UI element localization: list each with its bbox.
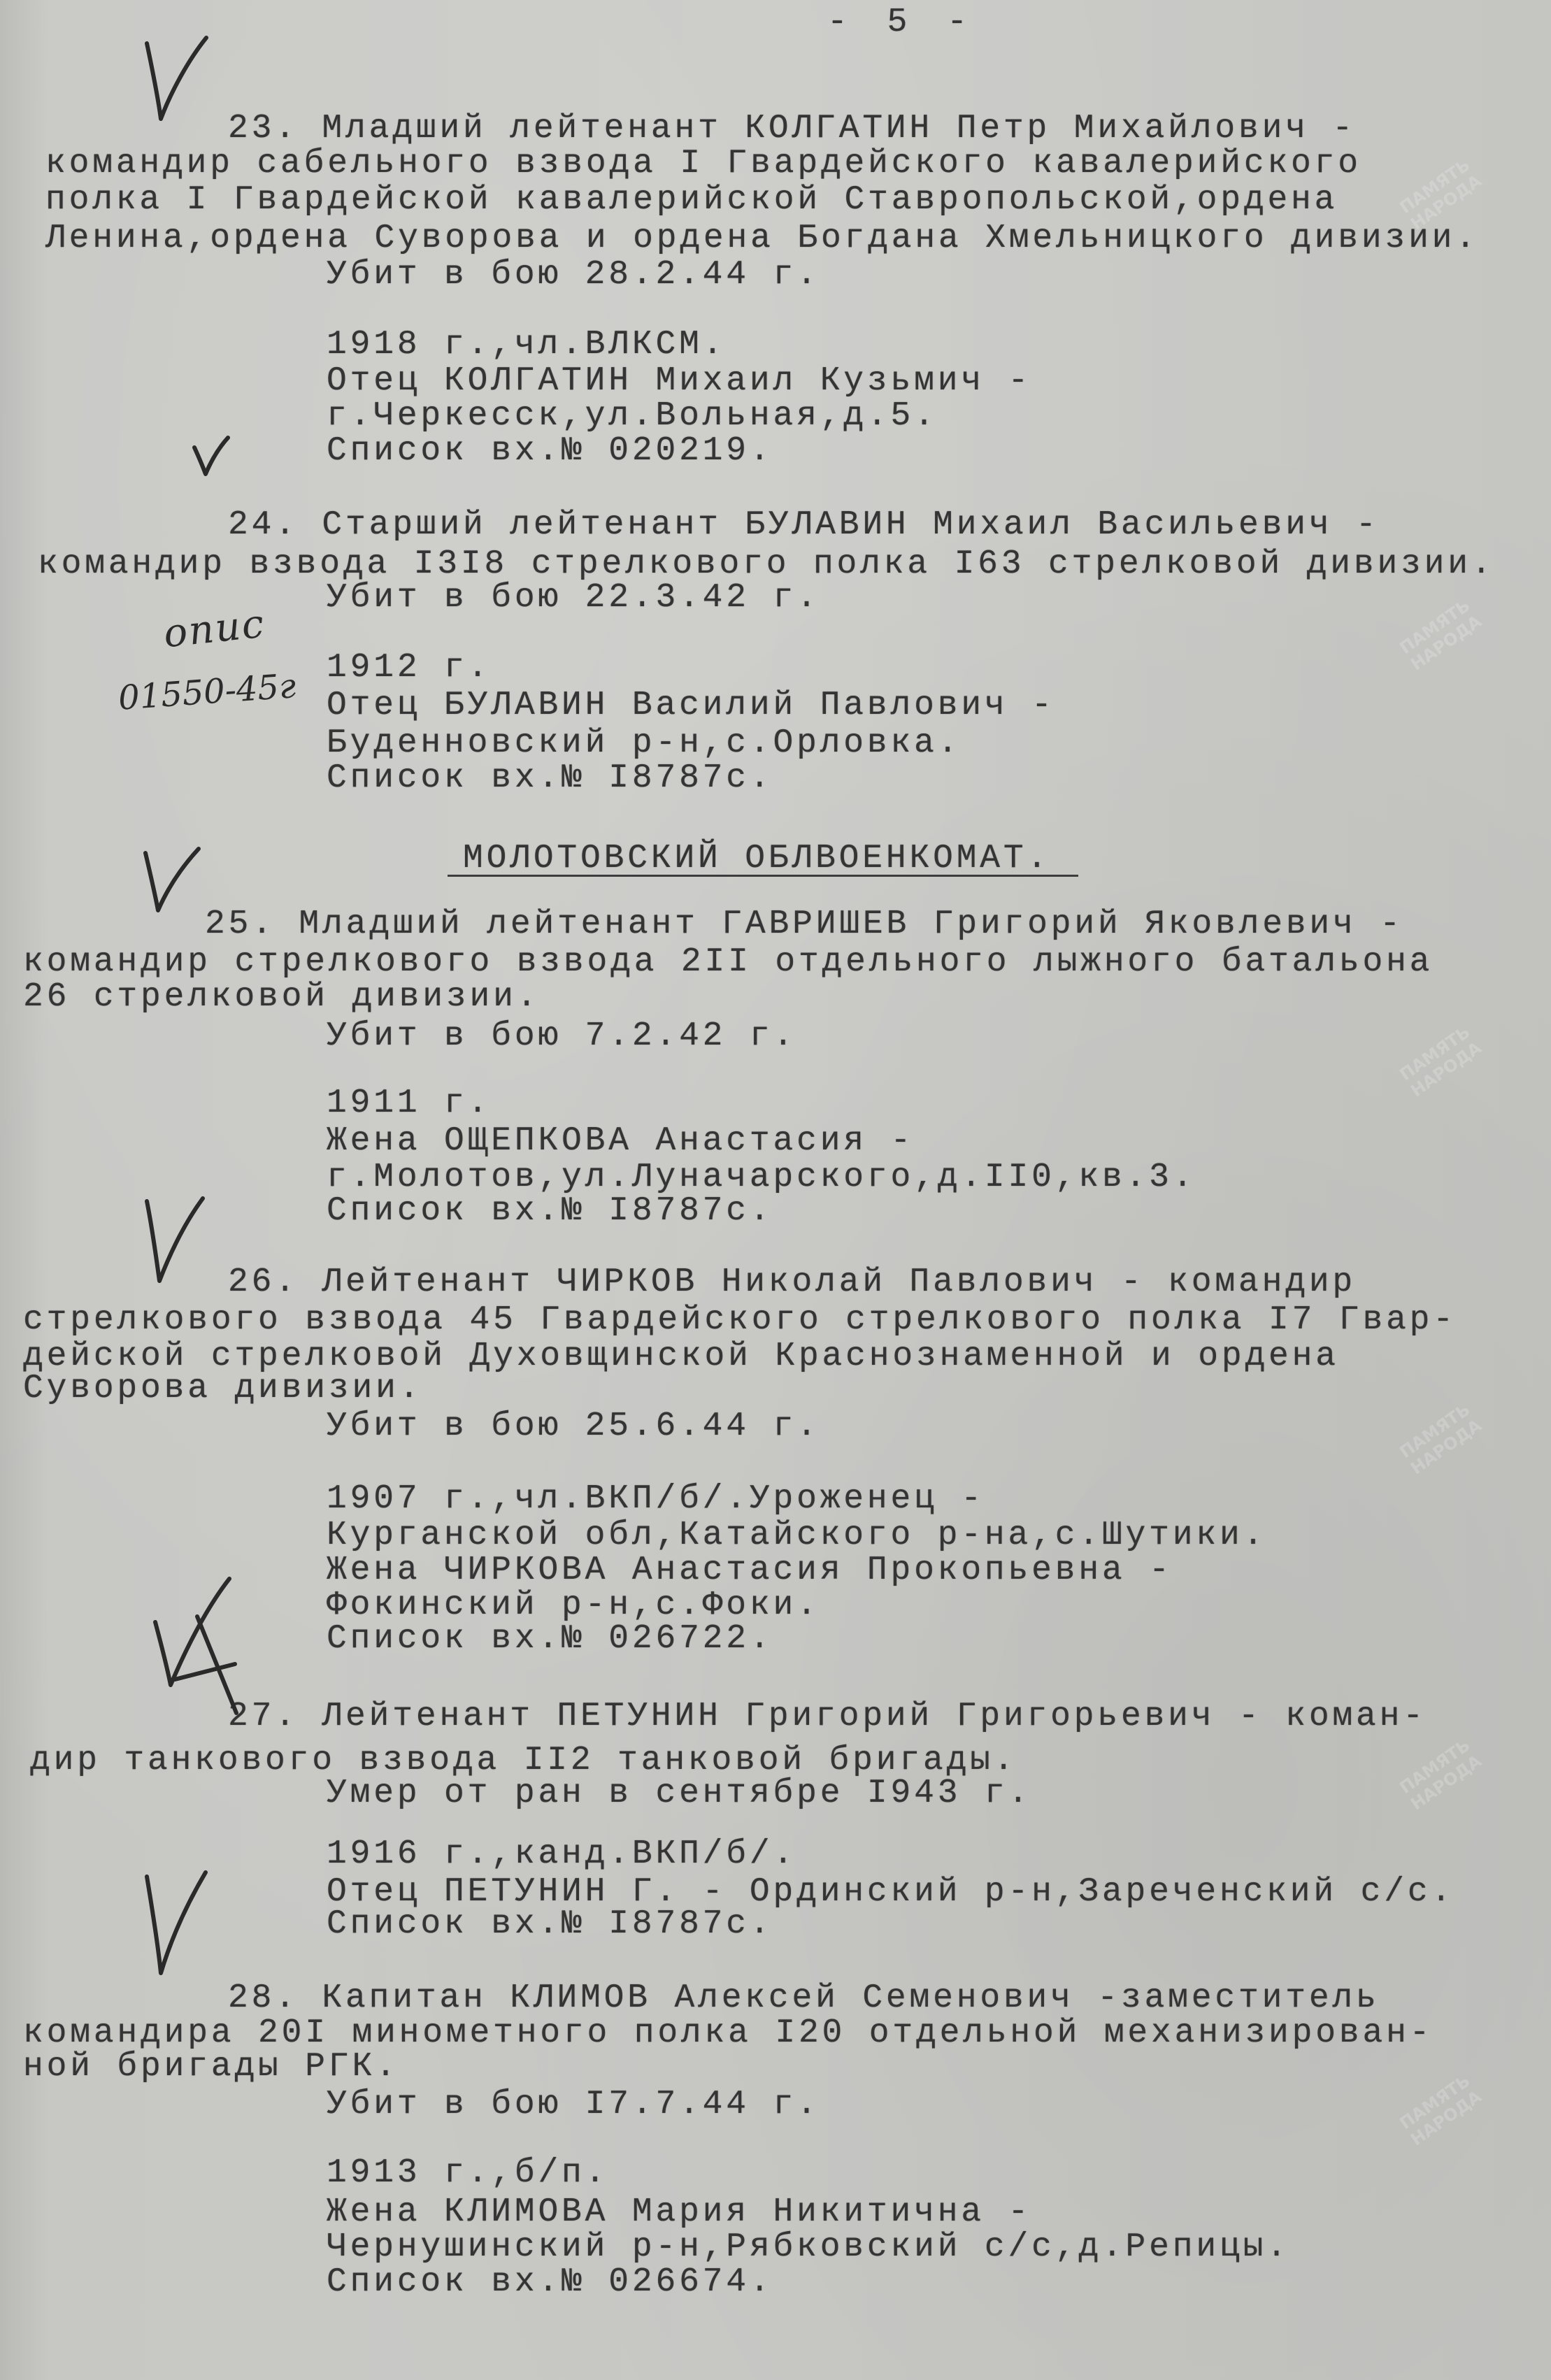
- entry-detail-line: Список вх.№ I8787с.: [327, 1905, 773, 1943]
- entry-title-line: дейской стрелковой Духовщинской Краснознаменной и ордена: [23, 1338, 1339, 1375]
- entry-detail-line: 1911 г.: [327, 1084, 492, 1122]
- handwritten-note-word: опис: [161, 601, 268, 657]
- entry-title-line: командира 20I минометного полка I20 отдельной механизирован-: [23, 2014, 1434, 2052]
- watermark: ПАМЯТЬ НАРОДА: [1396, 2070, 1485, 2150]
- entry-title-line: Суворова дивизии.: [23, 1370, 423, 1407]
- entry-detail-line: Отец КОЛГАТИН Михаил Кузьмич -: [327, 362, 1032, 400]
- entry-title-line: 23. Младший лейтенант КОЛГАТИН Петр Михайлович -: [228, 110, 1357, 148]
- handwritten-note-number: 01550-45г: [117, 666, 297, 718]
- checkmark-icon: [140, 1868, 210, 1980]
- entry-fate: Умер от ран в сентябре I943 г.: [327, 1775, 1032, 1812]
- watermark: ПАМЯТЬ НАРОДА: [1396, 155, 1485, 234]
- entry-detail-line: Список вх.№ I8787с.: [327, 759, 773, 797]
- checkmark-icon: [140, 1194, 207, 1286]
- entry-title-line: ной бригады РГК.: [23, 2048, 399, 2086]
- va-mark-icon: [147, 1573, 245, 1727]
- entry-detail-line: Буденновский р-н,с.Орловка.: [327, 724, 962, 762]
- entry-detail-line: 1918 г.,чл.ВЛКСМ.: [327, 326, 727, 364]
- entry-fate: Убит в бою 7.2.42 г.: [327, 1017, 797, 1055]
- entry-detail-line: Отец ПЕТУНИН Г. - Ординский р-н,Зареченский с/с.: [327, 1873, 1455, 1911]
- entry-title-line: 24. Старший лейтенант БУЛАВИН Михаил Васильевич -: [228, 506, 1380, 544]
- watermark: ПАМЯТЬ НАРОДА: [1396, 595, 1485, 675]
- entry-fate: Убит в бою I7.7.44 г.: [327, 2086, 820, 2123]
- watermark: ПАМЯТЬ НАРОДА: [1396, 1399, 1485, 1479]
- entry-title-line: Ленина,ордена Суворова и ордена Богдана Хмельницкого дивизии.: [45, 220, 1479, 257]
- entry-title-line: 26 стрелковой дивизии.: [23, 978, 541, 1016]
- entry-title-line: стрелкового взвода 45 Гвардейского стрелкового полка I7 Гвар-: [23, 1301, 1457, 1339]
- entry-detail-line: г.Молотов,ул.Луначарского,д.II0,кв.3.: [327, 1159, 1196, 1196]
- entry-detail-line: Список вх.№ 020219.: [327, 432, 773, 470]
- section-heading: МОЛОТОВСКИЙ ОБЛВОЕНКОМАТ.: [448, 840, 1078, 877]
- entry-title-line: 27. Лейтенант ПЕТУНИН Григорий Григорьевич - коман-: [228, 1698, 1427, 1735]
- entry-title-line: 26. Лейтенант ЧИРКОВ Николай Павлович - командир: [228, 1263, 1357, 1301]
- entry-detail-line: Отец БУЛАВИН Василий Павлович -: [327, 687, 1055, 724]
- checkmark-icon: [140, 35, 210, 126]
- entry-title-line: командир взвода I3I8 стрелкового полка I63 стрелковой дивизии.: [38, 545, 1495, 583]
- checkmark-icon: [140, 846, 204, 916]
- entry-detail-line: 1913 г.,б/п.: [327, 2154, 609, 2192]
- entry-detail-line: Жена ЧИРКОВА Анастасия Прокопьевна -: [327, 1551, 1173, 1589]
- entry-detail-line: Список вх.№ I8787с.: [327, 1192, 773, 1230]
- entry-detail-line: Жена КЛИМОВА Мария Никитична -: [327, 2193, 1032, 2231]
- entry-detail-line: г.Черкесск,ул.Вольная,д.5.: [327, 397, 938, 435]
- entry-title-line: 28. Капитан КЛИМОВ Алексей Семенович -заместитель: [228, 1979, 1380, 2017]
- checkmark-icon: [190, 435, 232, 478]
- entry-title-line: дир танкового взвода II2 танковой бригады.: [30, 1742, 1017, 1779]
- entry-detail-line: Курганской обл,Катайского р-на,с.Шутики.: [327, 1517, 1267, 1554]
- entry-fate: Убит в бою 28.2.44 г.: [327, 256, 820, 294]
- watermark: ПАМЯТЬ НАРОДА: [1396, 1735, 1485, 1814]
- entry-detail-line: Жена ОЩЕПКОВА Анастасия -: [327, 1122, 915, 1160]
- entry-detail-line: 1916 г.,канд.ВКП/б/.: [327, 1835, 797, 1873]
- entry-detail-line: Фокинский р-н,с.Фоки.: [327, 1586, 820, 1624]
- entry-title-line: 25. Младший лейтенант ГАВРИШЕВ Григорий Яковлевич -: [205, 905, 1403, 943]
- entry-detail-line: Список вх.№ 026674.: [327, 2263, 773, 2301]
- watermark: ПАМЯТЬ НАРОДА: [1396, 1021, 1485, 1101]
- entry-fate: Убит в бою 25.6.44 г.: [327, 1407, 820, 1445]
- entry-title-line: командир стрелкового взвода 2II отдельного лыжного батальона: [23, 943, 1434, 981]
- entry-detail-line: Чернушинский р-н,Рябковский с/с,д.Репицы.: [327, 2228, 1290, 2266]
- entry-detail-line: 1912 г.: [327, 649, 492, 687]
- page-number: - 5 -: [827, 3, 978, 41]
- entry-detail-line: Список вх.№ 026722.: [327, 1620, 773, 1658]
- entry-title-line: командир сабельного взвода I Гвардейского кавалерийского: [45, 145, 1361, 182]
- entry-fate: Убит в бою 22.3.42 г.: [327, 579, 820, 617]
- entry-title-line: полка I Гвардейской кавалерийской Ставропольской,ордена: [45, 181, 1338, 219]
- entry-detail-line: 1907 г.,чл.ВКП/б/.Уроженец -: [327, 1480, 985, 1518]
